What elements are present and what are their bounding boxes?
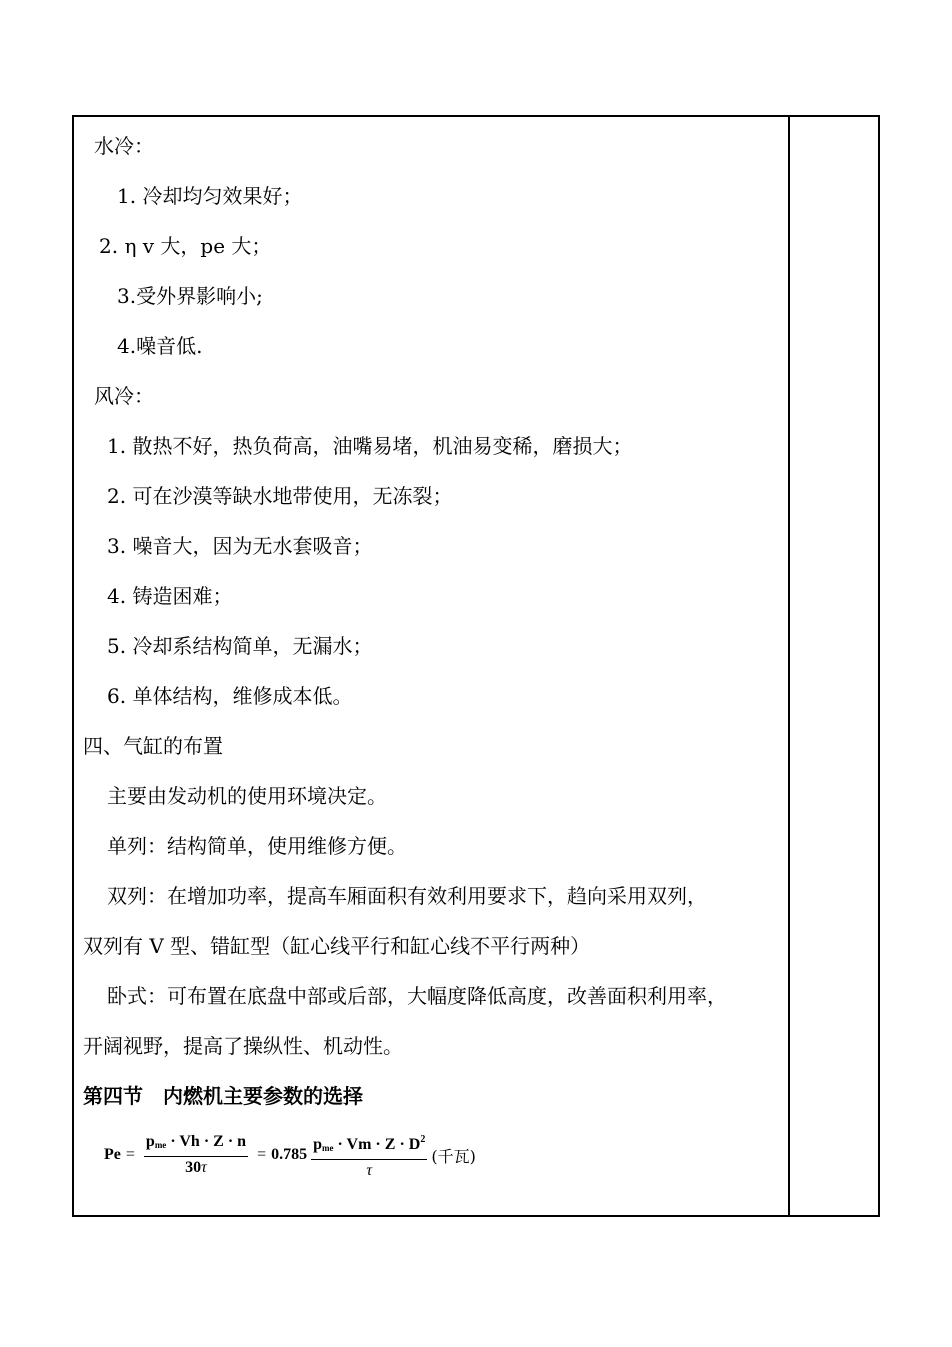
text-line: 3. 噪音大，因为无水套吸音； bbox=[107, 534, 373, 558]
text-line: 单列：结构简单，使用维修方便。 bbox=[107, 834, 407, 858]
formula-coefficient: 0.785 bbox=[271, 1146, 308, 1163]
text-line: 6. 单体结构，维修成本低。 bbox=[107, 684, 353, 708]
text-line: 主要由发动机的使用环境决定。 bbox=[107, 784, 387, 808]
text-line: 2. η v 大，pe 大； bbox=[99, 234, 272, 258]
text-line: 卧式：可布置在底盘中部或后部，大幅度降低高度，改善面积利用率， bbox=[107, 984, 727, 1008]
text-line: 4. 铸造困难； bbox=[107, 584, 233, 608]
f2-num-p: p bbox=[313, 1135, 322, 1153]
formula-fraction-2 bbox=[311, 1131, 427, 1180]
text-line: 2. 可在沙漠等缺水地带使用，无冻裂； bbox=[107, 484, 453, 508]
f2-num-sup: 2 bbox=[420, 1133, 426, 1145]
text-line: 1. 冷却均匀效果好； bbox=[117, 184, 303, 208]
f2-den-tau: τ bbox=[366, 1161, 373, 1179]
text-line: 水冷： bbox=[94, 134, 154, 158]
f1-num-rest: · Vh · Z · n bbox=[170, 1133, 247, 1150]
formula-unit: (千瓦) bbox=[431, 1146, 476, 1166]
text-line: 四、气缸的布置 bbox=[83, 734, 223, 758]
f1-num-p: p bbox=[145, 1133, 155, 1150]
text-line: 5. 冷却系结构简单，无漏水； bbox=[107, 634, 373, 658]
content-table bbox=[72, 115, 880, 1217]
f1-den-num: 30 bbox=[185, 1159, 202, 1176]
formula-lhs: Pe bbox=[104, 1146, 121, 1163]
text-line: 1. 散热不好，热负荷高，油嘴易堵，机油易变稀，磨损大； bbox=[107, 434, 633, 458]
f1-den-tau: τ bbox=[201, 1159, 207, 1176]
formula-equals-2: = bbox=[257, 1146, 267, 1163]
f2-num-rest: · Vm · Z · D bbox=[337, 1135, 421, 1153]
section-heading: 第四节 内燃机主要参数的选择 bbox=[83, 1084, 363, 1108]
text-line: 双列：在增加功率，提高车厢面积有效利用要求下，趋向采用双列， bbox=[107, 884, 707, 908]
column-divider bbox=[788, 117, 790, 1215]
text-line: 开阔视野，提高了操纵性、机动性。 bbox=[83, 1034, 403, 1058]
text-line: 4.噪音低. bbox=[117, 334, 203, 358]
f2-num-sub: me bbox=[322, 1142, 334, 1153]
power-formula bbox=[104, 1130, 476, 1180]
formula-equals: = bbox=[125, 1146, 135, 1163]
text-line: 风冷： bbox=[94, 384, 154, 408]
f1-num-sub: me bbox=[154, 1140, 167, 1150]
text-line: 双列有 V 型、错缸型（缸心线平行和缸心线不平行两种） bbox=[83, 934, 591, 958]
formula-fraction-1 bbox=[144, 1133, 248, 1177]
text-line: 3.受外界影响小; bbox=[117, 284, 263, 308]
